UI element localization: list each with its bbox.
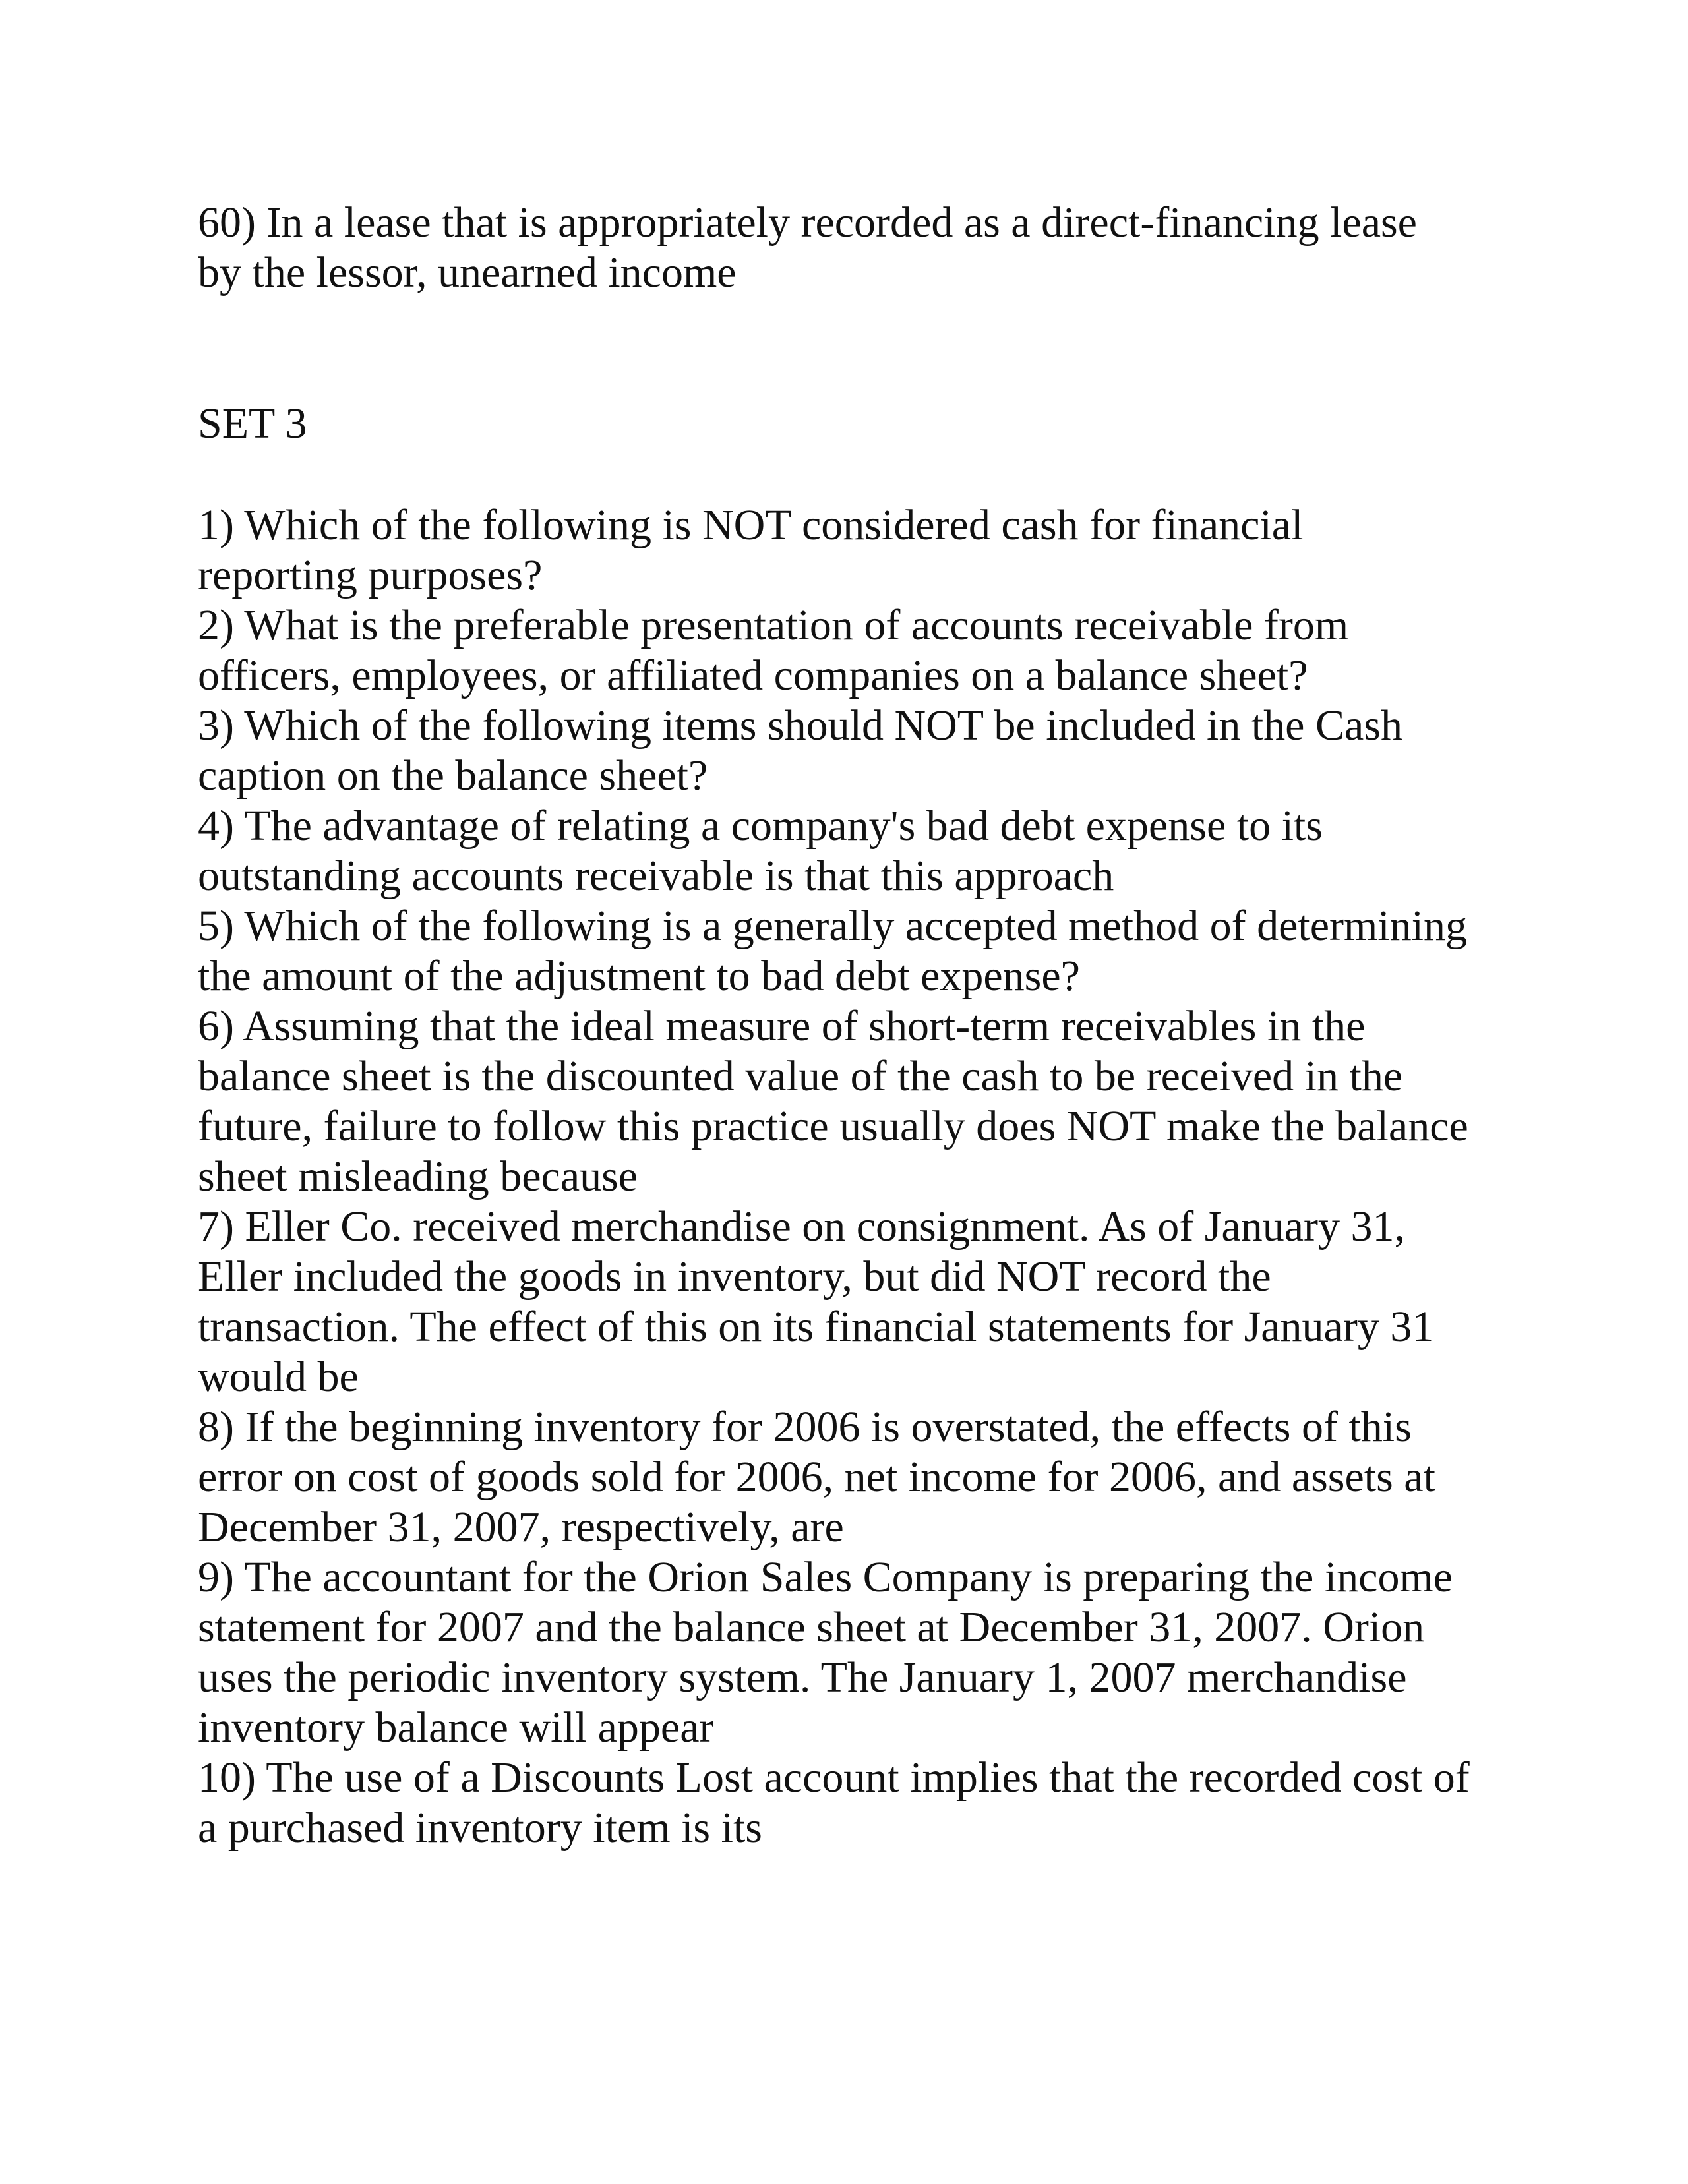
question-7: 7) Eller Co. received merchandise on consignment. As of January 31, Eller included the goods in inventory, but did NOT record the transaction. The effect of this on its financial statements for January 31 would be <box>198 1202 1434 1401</box>
question-list <box>198 500 1517 1853</box>
set-heading-block <box>198 399 1517 449</box>
question-60: 60) In a lease that is appropriately recorded as a direct-financing lease by the lessor, unearned income <box>198 198 1417 297</box>
question-1: 1) Which of the following is NOT considered cash for financial reporting purposes? <box>198 501 1304 599</box>
set-heading: SET 3 <box>198 399 307 448</box>
question-5: 5) Which of the following is a generally accepted method of determining the amount of the adjustment to bad debt expense? <box>198 902 1467 1000</box>
question-6: 6) Assuming that the ideal measure of short-term receivables in the balance sheet is the discounted value of the cash to be received in the future, failure to follow this practice usually does NOT make the balance sheet misleading because <box>198 1002 1468 1200</box>
question-2: 2) What is the preferable presentation of accounts receivable from officers, employees, or affiliated companies on a balance sheet? <box>198 601 1349 699</box>
question-3: 3) Which of the following items should NOT be included in the Cash caption on the balance sheet? <box>198 701 1402 800</box>
question-8: 8) If the beginning inventory for 2006 is overstated, the effects of this error on cost of goods sold for 2006, net income for 2006, and assets at December 31, 2007, respectively, are <box>198 1403 1435 1551</box>
question-9: 9) The accountant for the Orion Sales Company is preparing the income statement for 2007 and the balance sheet at December 31, 2007. Orion uses the periodic inventory system. The January 1, 2007 merchandise inventory balance will appear <box>198 1553 1453 1752</box>
question-10: 10) The use of a Discounts Lost account implies that the recorded cost of a purchased inventory item is its <box>198 1754 1470 1852</box>
carry-over-question <box>198 198 1517 298</box>
question-4: 4) The advantage of relating a company's bad debt expense to its outstanding accounts receivable is that this approach <box>198 802 1323 900</box>
